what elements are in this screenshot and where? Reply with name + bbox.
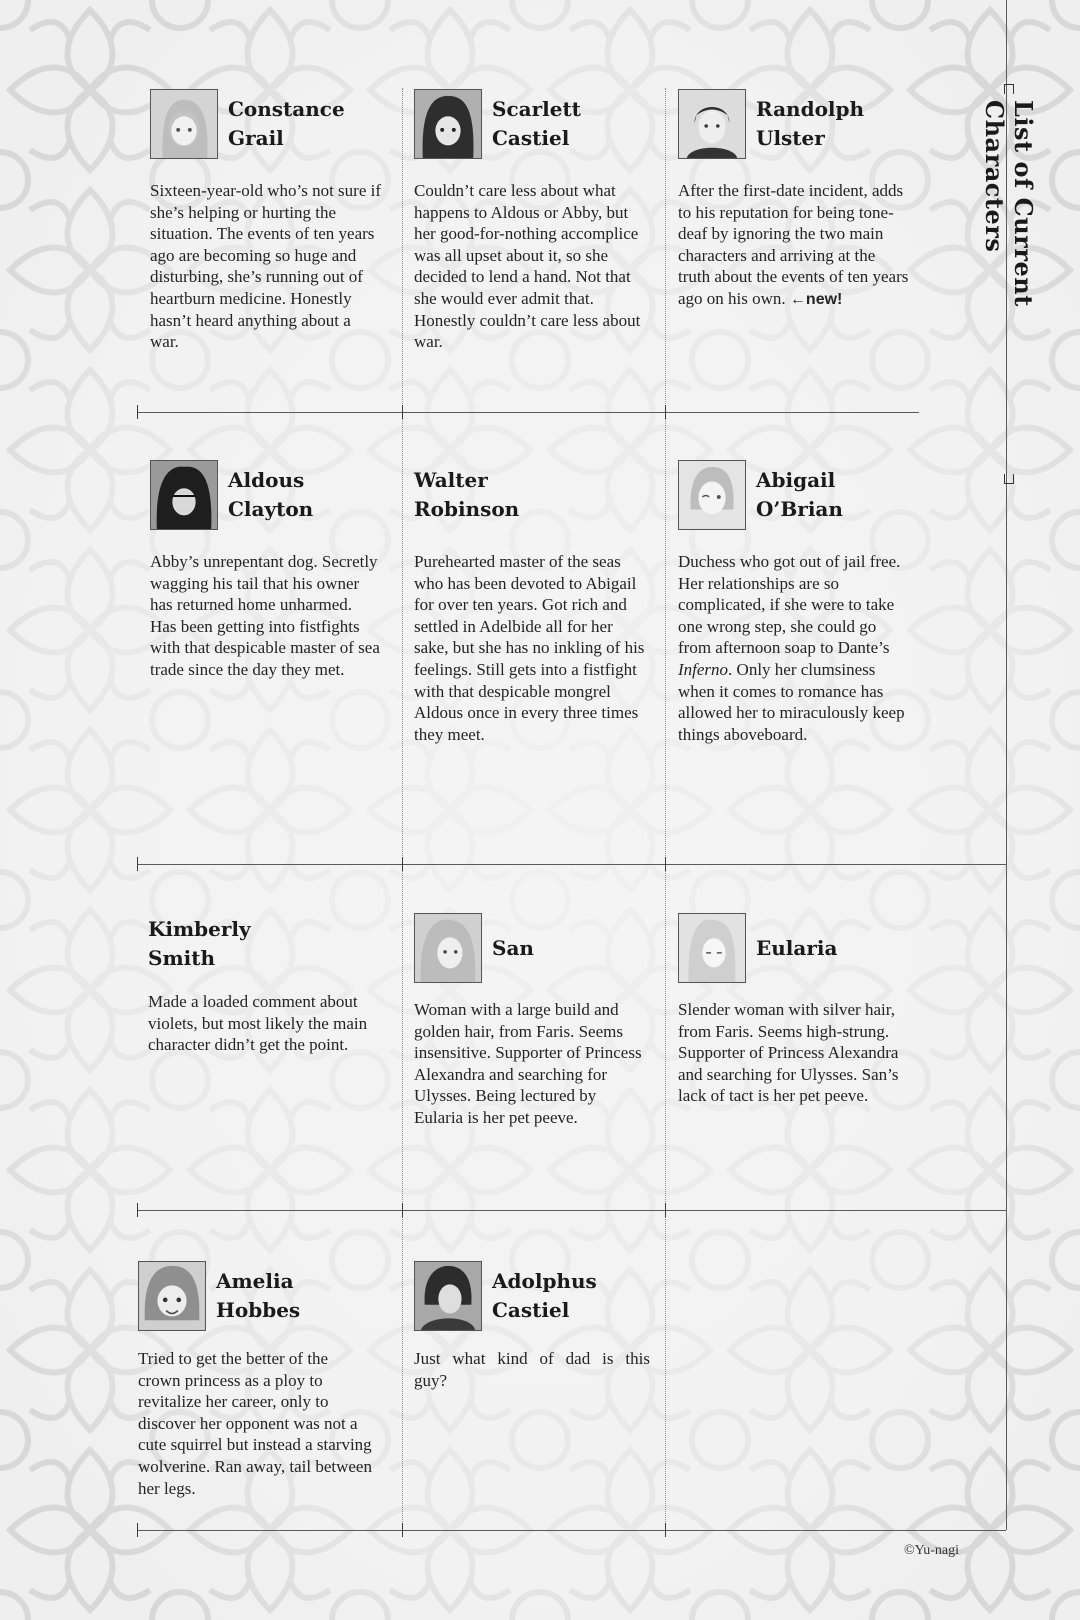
row-tick bbox=[665, 1203, 666, 1217]
character-name bbox=[414, 466, 519, 524]
title-bracket-top bbox=[1004, 84, 1014, 94]
name-line-2: Robinson bbox=[414, 497, 520, 521]
name-line-2: Grail bbox=[228, 126, 284, 150]
character-card-aldous bbox=[150, 459, 382, 681]
character-description: Slender woman with silver hair, from Faris. Seems high-strung. Supporter of Princess Alexandra and searching for Ulysses. San’s lack of tact is her pet peeve. bbox=[678, 1000, 899, 1106]
name-line-2: Hobbes bbox=[216, 1298, 301, 1322]
section-title-text: List of Current Characters bbox=[980, 100, 1038, 307]
row-tick bbox=[665, 857, 666, 871]
title-bracket-bottom bbox=[1004, 474, 1014, 484]
character-name bbox=[228, 466, 313, 524]
character-card-eularia bbox=[678, 913, 910, 1107]
character-name bbox=[492, 934, 534, 963]
name-line-1: Scarlett bbox=[492, 97, 581, 121]
character-name bbox=[492, 95, 581, 153]
name-line-2: Ulster bbox=[756, 126, 825, 150]
name-line-1: Adolphus bbox=[492, 1269, 597, 1293]
character-card-kimberly bbox=[148, 913, 380, 1056]
name-line-1: Kimberly bbox=[148, 917, 251, 941]
name-line-2: Castiel bbox=[492, 126, 570, 150]
column-divider-2 bbox=[665, 88, 666, 1530]
row-tick bbox=[137, 405, 138, 419]
copyright-notice: ©Yu-nagi bbox=[904, 1543, 959, 1558]
row-tick bbox=[665, 1523, 666, 1537]
name-line-1: Aldous bbox=[228, 468, 305, 492]
character-description: Purehearted master of the seas who has been devoted to Abigail for over ten years. Got rich and settled in Adelbide all for her sake, but she has no inkling of his feelings. Still gets into a fistfight with that despicable mongrel Aldous once in every three times they meet. bbox=[414, 552, 645, 744]
character-card-abigail bbox=[678, 459, 910, 745]
row-divider-4 bbox=[137, 1530, 1006, 1531]
row-divider-3 bbox=[137, 1210, 1006, 1211]
character-card-constance bbox=[150, 88, 382, 353]
character-card-san bbox=[414, 913, 646, 1129]
character-portrait bbox=[150, 460, 218, 530]
row-tick bbox=[137, 857, 138, 871]
character-portrait bbox=[150, 89, 218, 159]
row-tick bbox=[665, 405, 666, 419]
character-name bbox=[756, 95, 864, 153]
row-tick bbox=[402, 405, 403, 419]
character-description: Tried to get the better of the crown princess as a ploy to revitalize her career, only to discover her opponent was not a cute squirrel but instead a starving wolverine. Ran away, tail between her legs. bbox=[138, 1349, 372, 1498]
row-tick bbox=[402, 1203, 403, 1217]
character-card-randolph bbox=[678, 88, 910, 311]
character-description: Abby’s unrepentant dog. Secretly wagging his tail that his owner has returned home unharmed. Has been getting into fistfights with that despicable master of sea trade since the day they met. bbox=[150, 552, 380, 679]
character-name bbox=[756, 934, 837, 963]
character-description: Just what kind of dad is this guy? bbox=[414, 1349, 650, 1390]
character-name bbox=[492, 1267, 597, 1325]
name-line-1: Amelia bbox=[216, 1269, 294, 1293]
character-description: Sixteen-year-old who’s not sure if she’s helping or hurting the situation. The events of ten years ago are becoming so huge and disturbing, she’s running out of heartburn medicine. Honestly hasn’t heard anything about a war. bbox=[150, 181, 381, 352]
character-portrait bbox=[678, 913, 746, 983]
name-line-1: San bbox=[492, 935, 534, 960]
character-description: Made a loaded comment about violets, but most likely the main character didn’t get the point. bbox=[148, 992, 368, 1055]
row-tick bbox=[402, 857, 403, 871]
description-text-end: . Only her clumsiness when it comes to romance has allowed her to miraculously keep things aboveboard. bbox=[678, 659, 905, 744]
column-divider-1 bbox=[402, 88, 403, 1530]
character-description bbox=[678, 180, 910, 311]
name-line-2: Clayton bbox=[228, 497, 314, 521]
character-portrait bbox=[414, 1261, 482, 1331]
character-portrait bbox=[678, 460, 746, 530]
name-line-1: Constance bbox=[228, 97, 345, 121]
row-tick bbox=[137, 1523, 138, 1537]
section-title bbox=[980, 84, 1038, 484]
description-text: Duchess who got out of jail free. Her relationships are so complicated, if she were to take one wrong step, she could go from afternoon soap to Dante’s bbox=[678, 552, 901, 658]
character-name bbox=[148, 915, 251, 973]
name-line-2: O’Brian bbox=[756, 497, 843, 521]
row-tick bbox=[137, 1203, 138, 1217]
character-portrait bbox=[414, 89, 482, 159]
character-name bbox=[228, 95, 345, 153]
character-card-amelia bbox=[138, 1260, 374, 1499]
name-line-1: Walter bbox=[414, 468, 488, 492]
row-divider-2 bbox=[137, 864, 1006, 865]
row-tick bbox=[402, 1523, 403, 1537]
character-card-walter bbox=[414, 459, 646, 745]
character-description: Couldn’t care less about what happens to Aldous or Abby, but her good-for-nothing accomplice was all upset about it, so she decided to lend a hand. Not that she would ever admit that. Honestly couldn’t care less about war. bbox=[414, 181, 641, 352]
character-description: Woman with a large build and golden hair, from Faris. Seems insensitive. Supporter of Princess Alexandra and searching for Ulysses. Being lectured by Eularia is her pet peeve. bbox=[414, 1000, 642, 1127]
row-divider-1 bbox=[137, 412, 919, 413]
character-portrait bbox=[414, 913, 482, 983]
new-badge: ←new! bbox=[789, 290, 843, 308]
name-line-2: Castiel bbox=[492, 1298, 570, 1322]
character-card-adolphus bbox=[414, 1260, 650, 1391]
name-line-2: Smith bbox=[148, 946, 215, 970]
character-card-scarlett bbox=[414, 88, 646, 353]
description-text: After the first-date incident, adds to his reputation for being tone-deaf by ignoring the two main characters and arriving at the truth about the events of ten years ago on his own. bbox=[678, 181, 909, 308]
character-name bbox=[216, 1267, 300, 1325]
name-line-1: Abigail bbox=[756, 468, 836, 492]
description-italic: Inferno bbox=[678, 659, 729, 679]
character-portrait bbox=[678, 89, 746, 159]
character-name bbox=[756, 466, 843, 524]
character-portrait bbox=[138, 1261, 206, 1331]
name-line-1: Eularia bbox=[756, 935, 838, 960]
name-line-1: Randolph bbox=[756, 97, 865, 121]
character-description bbox=[678, 551, 910, 745]
